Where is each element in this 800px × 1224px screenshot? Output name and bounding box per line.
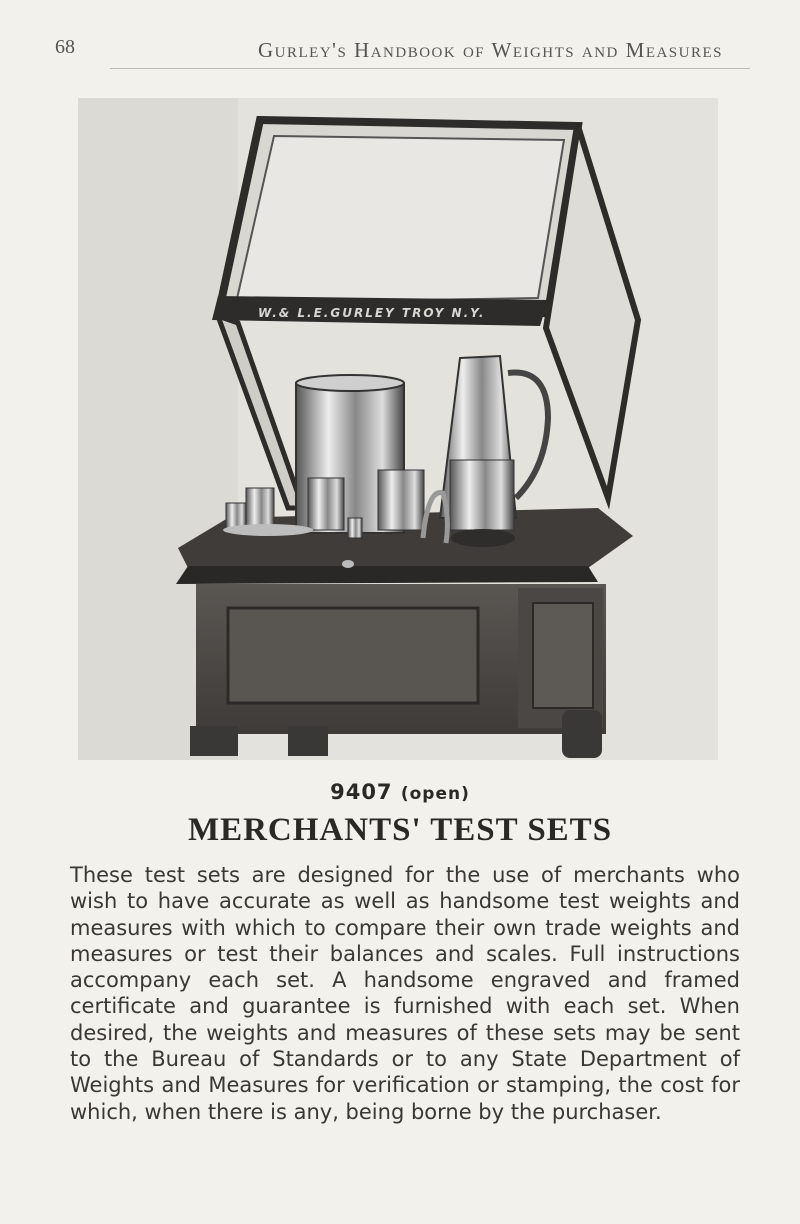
page-number: 68 (55, 36, 75, 58)
catalog-caption (0, 780, 800, 804)
case-inscription: W.& L.E.GURLEY TROY N.Y. (258, 306, 486, 320)
running-title: Gurley's Handbook of Weights and Measures (258, 38, 723, 62)
catalog-variant: (open) (400, 784, 470, 804)
header-rule (110, 68, 750, 69)
catalog-number: 9407 (330, 780, 393, 804)
section-body: These test sets are designed for the use of merchants who wish to have accurate as well as handsome test weights and measures with which to compare their own trade weights and measures or test their balances and scales. Full instructions accompany each set. A handsome engraved and framed certificate and guarantee is furnished with each set. When desired, the weights and measures of these sets may be sent to the Bureau of Standards or to any State Department of Weights and Measures for verification or stamping, the cost for which, when there is any, being borne by the purchaser. (70, 863, 740, 1124)
product-photo (78, 98, 718, 760)
section-heading: MERCHANTS' TEST SETS (187, 812, 613, 848)
